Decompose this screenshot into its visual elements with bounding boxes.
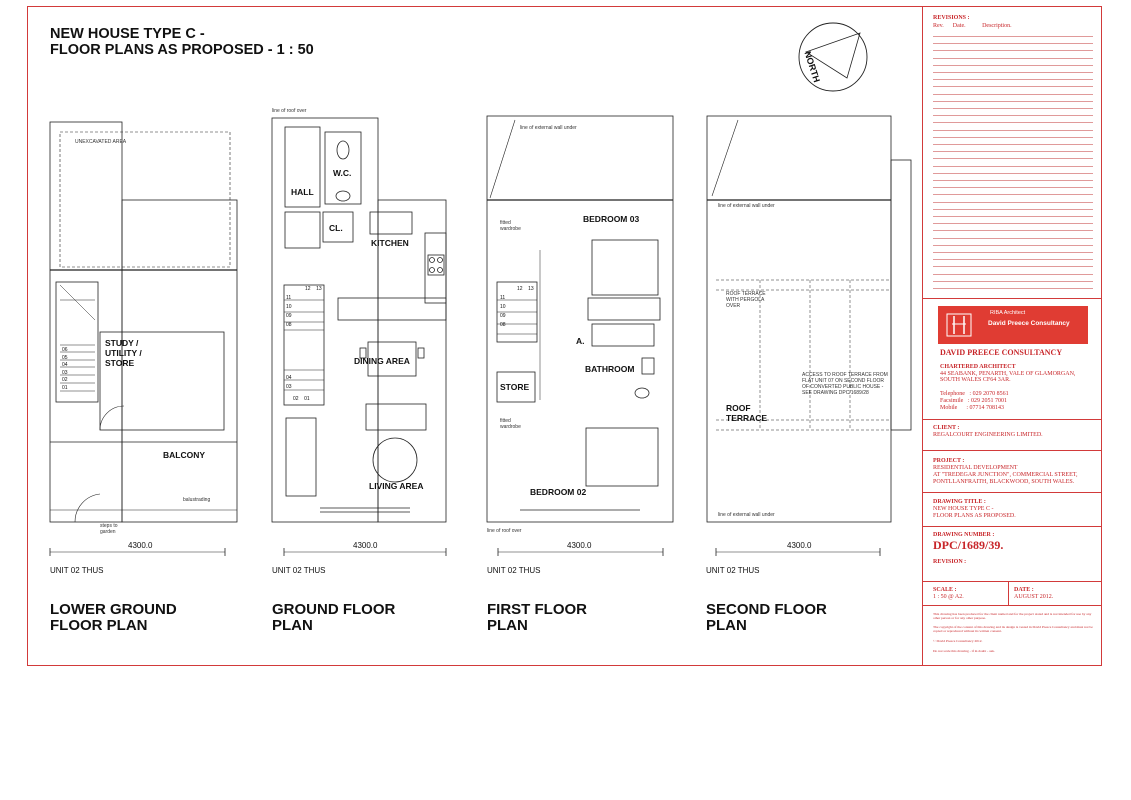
title-block-divider <box>922 605 1102 606</box>
revision-row-line <box>933 202 1093 203</box>
stair-step-number: 03 <box>286 384 292 390</box>
revision-row-line <box>933 65 1093 66</box>
stair-step-number: 02 <box>293 396 299 402</box>
stair-step-number: 12 <box>517 286 523 292</box>
dimension-first: 4300.0 <box>567 541 592 550</box>
stair-step-number: 13 <box>316 286 322 292</box>
revision-row-line <box>933 151 1093 152</box>
project-line-3: PONTLLANFRAITH, BLACKWOOD, SOUTH WALES. <box>933 479 1075 485</box>
revisions-columns: Rev. Date. Description. <box>933 23 1012 29</box>
client-name: REGALCOURT ENGINEERING LIMITED. <box>933 432 1043 438</box>
consultancy-logo-text: David Preece Consultancy <box>988 320 1070 327</box>
revision-row-line <box>933 288 1093 289</box>
dimension-ground: 4300.0 <box>353 541 378 550</box>
revision-row-line <box>933 122 1093 123</box>
footer-do-not-scale: Do not scale this drawing - if in doubt - ask. <box>933 649 995 653</box>
revision-row-line <box>933 130 1093 131</box>
room-cloakroom: CL. <box>329 223 343 233</box>
plan-title-line: GROUND FLOOR <box>272 601 396 618</box>
address-line-2: SOUTH WALES CF64 3AR. <box>940 377 1011 383</box>
revision-row-line <box>933 274 1093 275</box>
project-line-1: RESIDENTIAL DEVELOPMENT <box>933 465 1018 471</box>
drawing-number: DPC/1689/39. <box>933 538 1004 552</box>
dimension-lower-ground: 4300.0 <box>128 541 153 550</box>
revision-row-line <box>933 266 1093 267</box>
room-roof-terrace: ROOF TERRACE <box>726 403 768 423</box>
room-wc: W.C. <box>333 168 352 178</box>
stair-numbers-ground-top <box>305 286 322 292</box>
room-balcony: BALCONY <box>163 450 206 460</box>
room-hall: HALL <box>291 187 314 197</box>
scale-value: 1 : 50 @ A2. <box>933 594 964 600</box>
stair-numbers-ground-lower <box>286 374 292 392</box>
note-line-of-roof-over-first: line of roof over <box>487 528 522 534</box>
note-fitted-wardrobe-1: fitted wardrobe <box>500 220 521 232</box>
riba-label: RIBA Architect <box>990 310 1026 316</box>
dimension-second: 4300.0 <box>787 541 812 550</box>
revision-row-line <box>933 50 1093 51</box>
revision-row-line <box>933 252 1093 253</box>
revisions-heading: REVISIONS : <box>933 15 970 21</box>
revision-row-line <box>933 259 1093 260</box>
note-steps-to-garden: steps to garden <box>100 523 118 535</box>
stair-step-number: 08 <box>500 322 506 328</box>
revision-row-line <box>933 79 1093 80</box>
plan-title-line: SECOND FLOOR <box>706 601 827 618</box>
drawing-title-heading: DRAWING TITLE : <box>933 499 986 505</box>
unit-note-second: UNIT 02 THUS <box>706 566 760 575</box>
revision-row-line <box>933 115 1093 116</box>
plan-title-line: PLAN <box>487 617 528 634</box>
note-fitted-wardrobe-2: fitted wardrobe <box>500 418 521 430</box>
scale-heading: SCALE : <box>933 587 957 593</box>
stair-step-number: 04 <box>62 362 68 369</box>
footer-copyright: © David Preece Consultancy 2012. <box>933 639 983 643</box>
room-kitchen: KITCHEN <box>371 238 409 248</box>
plan-title-lower-ground <box>50 602 177 634</box>
revision-row-line <box>933 187 1093 188</box>
footer-disclaimer-2: The copyright of the content of this drawing and its design is vested in David Preece Consultancy and must not be copied or reproduced without its written consent. <box>933 625 1093 634</box>
stair-step-number: 13 <box>528 286 534 292</box>
stair-step-number: 06 <box>62 347 68 353</box>
plan-title-ground <box>272 602 395 634</box>
title-block-divider <box>922 450 1102 451</box>
revision-row-line <box>933 166 1093 167</box>
revision-row-line <box>933 58 1093 59</box>
stair-step-number: 11 <box>500 295 506 301</box>
north-label: NORTH <box>802 50 822 84</box>
drawing-title-line-1: NEW HOUSE TYPE C - <box>933 506 994 512</box>
stair-step-number: 04 <box>286 375 292 381</box>
stair-step-number: 05 <box>62 354 68 361</box>
main-title-line-1: NEW HOUSE TYPE C - <box>50 26 205 42</box>
unit-note-lower-ground: UNIT 02 THUS <box>50 566 104 575</box>
revision-row-line <box>933 281 1093 282</box>
stair-step-number: 01 <box>304 396 310 402</box>
room-dining-area: DINING AREA <box>354 356 410 366</box>
stair-step-number: 11 <box>286 295 292 301</box>
title-block-divider <box>922 492 1102 493</box>
revision-row-line <box>933 223 1093 224</box>
note-line-of-external-wall-first: line of external wall under <box>520 125 577 131</box>
stair-step-number: 10 <box>500 304 506 310</box>
date-heading: DATE : <box>1014 587 1034 593</box>
revision-row-line <box>933 43 1093 44</box>
stair-step-number: 03 <box>62 369 68 376</box>
stair-step-number: 09 <box>500 313 506 319</box>
room-bathroom: BATHROOM <box>585 364 635 374</box>
room-study-utility-store: STUDY / UTILITY / STORE <box>105 338 142 368</box>
telephone: Telephone : 029 2070 8561 <box>940 391 1009 397</box>
room-store: STORE <box>500 382 530 392</box>
stair-step-number: 09 <box>286 313 292 319</box>
stair-step-number: 02 <box>62 377 68 384</box>
revision-row-line <box>933 216 1093 217</box>
stair-step-number: 01 <box>62 384 68 391</box>
plan-title-line: PLAN <box>272 617 313 634</box>
stair-numbers-lower-ground <box>62 347 68 393</box>
room-a: A. <box>576 336 585 346</box>
room-living-area: LIVING AREA <box>369 481 424 491</box>
note-balustrading: balustrading <box>183 497 211 503</box>
client-heading: CLIENT : <box>933 425 960 431</box>
stair-numbers-first <box>500 294 506 330</box>
project-line-2: AT "TREDEGAR JUNCTION", COMMERCIAL STREET, <box>933 472 1078 478</box>
room-bedroom-02: BEDROOM 02 <box>530 487 587 497</box>
stair-numbers-ground-bottom <box>293 396 310 402</box>
main-title-line-2: FLOOR PLANS AS PROPOSED - 1 : 50 <box>50 42 314 58</box>
plan-title-second <box>706 602 827 634</box>
plan-title-line: LOWER GROUND <box>50 601 177 618</box>
unit-note-first: UNIT 02 THUS <box>487 566 541 575</box>
revision-row-line <box>933 245 1093 246</box>
plan-title-line: FIRST FLOOR <box>487 601 587 618</box>
revision-row-line <box>933 137 1093 138</box>
revision-row-line <box>933 101 1093 102</box>
note-access-roof-terrace: ACCESS TO ROOF TERRACE FROM FLAT UNIT 07 ON SECOND FLOOR OF CONVERTED PUBLIC HOUSE - SEE DRAWING DPC/1689/28 <box>802 372 888 396</box>
revision-row-line <box>933 180 1093 181</box>
mobile: Mobile : 07714 708143 <box>940 405 1004 411</box>
revision-row-line <box>933 144 1093 145</box>
second-floor-plan-linework <box>707 116 911 556</box>
note-line-of-external-wall-second-bottom: line of external wall under <box>718 512 775 518</box>
drawing-title-line-2: FLOOR PLANS AS PROPOSED. <box>933 513 1016 519</box>
company-name: DAVID PREECE CONSULTANCY <box>940 348 1063 357</box>
plan-title-line: PLAN <box>706 617 747 634</box>
consultancy-logo-banner <box>938 306 1088 344</box>
stair-step-number: 12 <box>305 286 311 292</box>
revision-row-line <box>933 173 1093 174</box>
note-roof-terrace-pergola: ROOF TERRACE WITH PERGOLA OVER <box>726 291 766 309</box>
revision-row-line <box>933 209 1093 210</box>
note-unexcavated-area: UNEXCAVATED AREA <box>75 139 127 145</box>
stair-numbers-first-top <box>517 286 534 292</box>
note-line-of-external-wall-second-top: line of external wall under <box>718 203 775 209</box>
chartered-architect: CHARTERED ARCHITECT <box>940 364 1016 370</box>
revision-row-line <box>933 238 1093 239</box>
project-heading: PROJECT : <box>933 458 965 464</box>
room-bedroom-03: BEDROOM 03 <box>583 214 640 224</box>
drawing-number-heading: DRAWING NUMBER : <box>933 532 995 538</box>
stair-numbers-ground <box>286 294 292 330</box>
scale-date-divider <box>1008 582 1009 605</box>
revision-row-line <box>933 108 1093 109</box>
revision-heading: REVISION : <box>933 559 967 565</box>
riba-crest-icon <box>944 310 974 340</box>
revision-row-line <box>933 36 1093 37</box>
plan-title-first <box>487 602 587 634</box>
stair-step-number: 10 <box>286 304 292 310</box>
revision-row-line <box>933 72 1093 73</box>
stair-step-number: 08 <box>286 322 292 328</box>
revision-row-line <box>933 230 1093 231</box>
facsimile: Facsimile : 029 2051 7001 <box>940 398 1007 404</box>
unit-note-ground: UNIT 02 THUS <box>272 566 326 575</box>
revision-row-line <box>933 158 1093 159</box>
revision-row-line <box>933 86 1093 87</box>
revision-row-line <box>933 94 1093 95</box>
footer-disclaimer-1: This drawing has been produced for the client named and for the project stated and is not intended for use by any other person or for any other purpose. <box>933 612 1092 621</box>
address-line-1: 44 SEABANK, PENARTH, VALE OF GLAMORGAN, <box>940 371 1076 377</box>
note-line-of-roof-over-ground: line of roof over <box>272 108 307 114</box>
plan-title-line: FLOOR PLAN <box>50 617 148 634</box>
date-value: AUGUST 2012. <box>1014 594 1054 600</box>
revision-row-line <box>933 194 1093 195</box>
